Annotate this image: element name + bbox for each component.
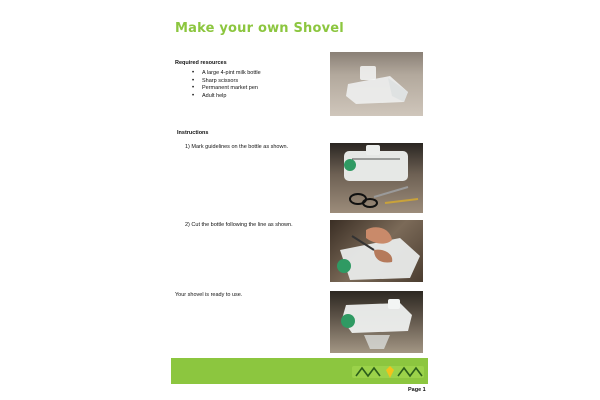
resources-list bbox=[192, 70, 261, 100]
instruction-step-2: 2) Cut the bottle following the line as shown. bbox=[185, 222, 293, 228]
instructions-heading: Instructions bbox=[177, 130, 209, 136]
required-resources-heading: Required resources bbox=[175, 60, 227, 66]
resource-item: • Sharp scissors bbox=[192, 78, 261, 86]
instruction-step-1: 1) Mark guidelines on the bottle as shown. bbox=[185, 144, 289, 150]
finished-shovel-photo bbox=[330, 291, 423, 353]
marked-bottle-photo bbox=[330, 143, 423, 213]
cutting-bottle-photo bbox=[330, 220, 423, 282]
resource-item: • A large 4-pint milk bottle bbox=[192, 70, 261, 78]
brand-logo bbox=[352, 364, 424, 380]
page-title: Make your own Shovel bbox=[175, 21, 344, 36]
milk-bottle-photo bbox=[330, 52, 423, 116]
closing-text: Your shovel is ready to use. bbox=[175, 292, 243, 298]
resource-item: • Adult help bbox=[192, 93, 261, 101]
resource-item: • Permanent market pen bbox=[192, 85, 261, 93]
page-number: Page 1 bbox=[408, 387, 426, 393]
